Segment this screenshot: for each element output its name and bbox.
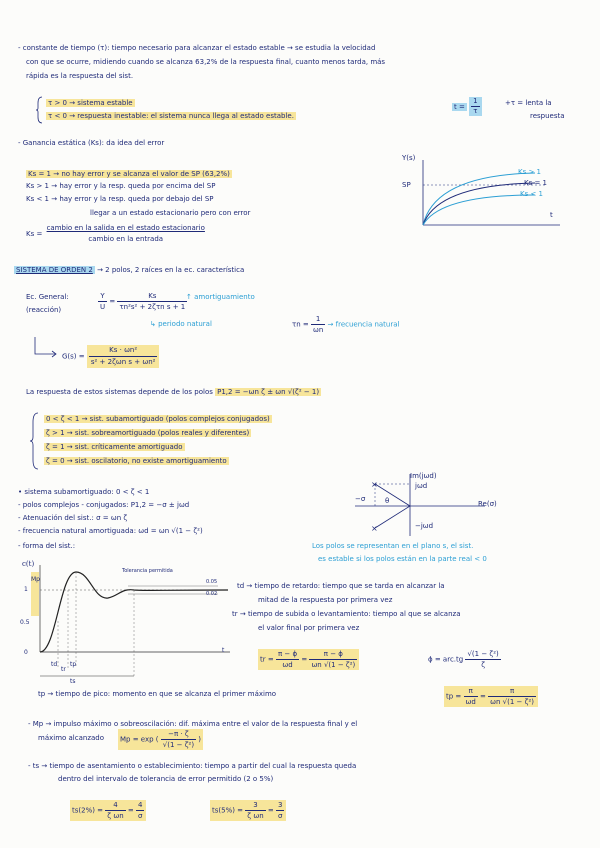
g-equation: G(s) = $\frac{\text{Ks · ωn²}}{\text{s² + 2ζωn s + ωn²}}$ [62,345,159,368]
resp-mp: Mp [31,576,40,583]
case-4: ζ = 0 → sist. oscilatorio, no existe amortiguamiento [46,457,227,465]
arrow-to-g [34,336,58,358]
graph1-xlabel: t [550,211,553,219]
svg-text:×: × [371,524,378,533]
tp-def: tp → tiempo de pico: momento en que se alcanza el primer máximo [38,690,277,698]
ts5-equation: ts(5%) = $\frac{3}{\text{ζ ωn}}$ = $\frac{3}{\sigma}$ [210,800,286,821]
tau-positive: τ > 0 → sistema estable [48,99,133,107]
resp-y05: 0.5 [20,619,30,626]
resp-tp: tp [70,661,77,668]
resp-ts: ts [70,678,76,685]
second-order-note: → 2 polos, 2 raíces en la ec. característica [97,266,245,274]
gain-row-3: Ks < 1 → hay error y la resp. queda por debajo del SP [26,195,214,203]
periodo-label: ↳ periodo natural [150,320,212,328]
tau-negative: τ < 0 → respuesta inestable: el sistema nunca llega al estado estable. [48,112,294,120]
mp-equation: Mp = exp ( $\frac{-\pi \cdot \zeta}{\text{√(1 − ζ²)}}$ ) [120,730,202,749]
splane-theta: θ [385,497,390,505]
tau-note-1: +τ = lenta la [505,99,552,107]
intro-line-3: rápida es la respuesta del sist. [26,72,134,80]
tr-def: tr → tiempo de subida o levantamiento: tiempo al que se alcanza [232,610,461,618]
poles-text: La respuesta de estos sistemas depende de los polos P1,2 = −ωn ζ ± ωn √(ζ² − 1) [26,388,320,396]
sub-3: - Atenuación del sist.: σ = ωn ζ [18,514,128,522]
case-1: 0 < ζ < 1 → sist. subamortiguado (polos complejos conjugados) [46,415,270,423]
td-def: td → tiempo de retardo: tiempo que se tarda en alcanzar la [237,582,445,590]
intro-line-2: con que se ocurre, midiendo cuando se alcanza 63,2% de la respuesta final, cuanto menos tarda, más [26,58,386,66]
splane-sigma: −σ [355,495,366,503]
resp-y1: 1 [24,586,28,593]
tp-equation: tp = $\frac{\pi}{\omega d}$ = $\frac{\pi}{\text{ωn √(1 − ζ²)}}$ [444,686,538,707]
splane-note-1: Los polos se representan en el plano s, el sist. [312,542,474,550]
brace-cases [30,412,40,470]
sub-1: • sistema subamortiguado: 0 < ζ < 1 [18,488,150,496]
general-eq: $\frac{Y}{U}$ = $\frac{Ks}{\text{τn²s² + 2ζτn s + 1}}$ [100,292,186,311]
ts2-equation: ts(2%) = $\frac{4}{\text{ζ ωn}}$ = $\frac{4}{\sigma}$ [70,800,146,821]
general-eq-sub: (reacción) [26,306,62,314]
second-order-heading: SISTEMA DE ORDEN 2 [16,266,93,274]
splane-jwd: jωd [415,482,428,490]
resp-y0: 0 [24,649,28,656]
graph1-k-lt: Ks < 1 [520,190,544,198]
splane-im: Im(jωd) [410,472,437,480]
amort-label: ↑ amortiguamiento [186,293,255,301]
tau-note-2: respuesta [530,112,565,120]
tr-equation: tr = $\frac{\pi - \phi}{\omega d}$ = $\frac{\pi - \phi}{\text{ωn √(1 − ζ²)}}$ [258,649,359,670]
ks-definition: Ks = $\frac{\text{cambio en la salida en el estado estacionario}}{\text{cambio en la entrada}}$ [26,224,205,243]
resp-tol2: 0.02 [206,591,218,597]
tau-relation: t = $\frac{1}{\tau}$ [452,97,482,116]
resp-ylabel: c(t) [22,560,35,568]
case-2: ζ > 1 → sist. sobreamortiguado (polos reales y diferentes) [46,429,250,437]
splane-note-2: es estable si los polos están en la parte real < 0 [318,555,487,563]
gain-row-4: llegar a un estado estacionario pero con error [90,209,251,217]
case-3: ζ = 1 → sist. críticamente amortiguado [46,443,183,451]
general-eq-label: Ec. General: [26,293,69,301]
phi-equation: ϕ = arc.tg $\frac{\text{√(1 − ζ²)}}{\zeta}$ [428,650,499,669]
ts-def-2: dentro del intervalo de tolerancia de error permitido (2 o 5%) [58,775,274,783]
gain-row-1: Ks = 1 → no hay error y se alcanza el valor de SP (63,2%) [28,170,230,178]
graph1-sp: SP [402,181,411,189]
resp-xt: t [222,647,225,654]
splane-mjwd: −jωd [415,522,434,530]
mp-def-2: máximo alcanzado [38,734,105,742]
resp-tr: tr [61,666,66,673]
graph1-ylabel: Y(s) [402,154,416,162]
tn-definition: τn = $\frac{1}{\omega n}$ → frecuencia natural [292,315,400,334]
brace-tau [36,96,44,124]
sub-5: - forma del sist.: [18,542,76,550]
sub-4: - frecuencia natural amortiguada: ωd = ωn √(1 − ζ²) [18,527,203,535]
gain-title: - Ganancia estática (Ks): da idea del error [18,139,165,147]
graph1-k-eq: Ks = 1 [524,179,548,187]
splane-re: Re(σ) [478,500,497,508]
tr-def-2: el valor final por primera vez [258,624,360,632]
ts-def: - ts → tiempo de asentamiento o establecimiento: tiempo a partir del cual la respuesta queda [28,762,357,770]
sub-2: - polos complejos - conjugados: P1,2 = −σ ± jωd [18,501,190,509]
resp-td: td [51,661,58,668]
svg-text:×: × [371,480,378,489]
resp-tol1: 0.05 [206,579,218,585]
td-def-2: mitad de la respuesta por primera vez [258,596,393,604]
mp-def: - Mp → impulso máximo o sobreoscilación: dif. máxima entre el valor de la respuesta final y el [28,720,358,728]
gain-row-2: Ks > 1 → hay error y la resp. queda por encima del SP [26,182,216,190]
resp-tol: Tolerancia permitida [122,568,173,574]
graph1-k-gt: Ks > 1 [518,168,542,176]
intro-line-1: - constante de tiempo (τ): tiempo necesario para alcanzar el estado estable → se estudia la velocidad [18,44,376,52]
